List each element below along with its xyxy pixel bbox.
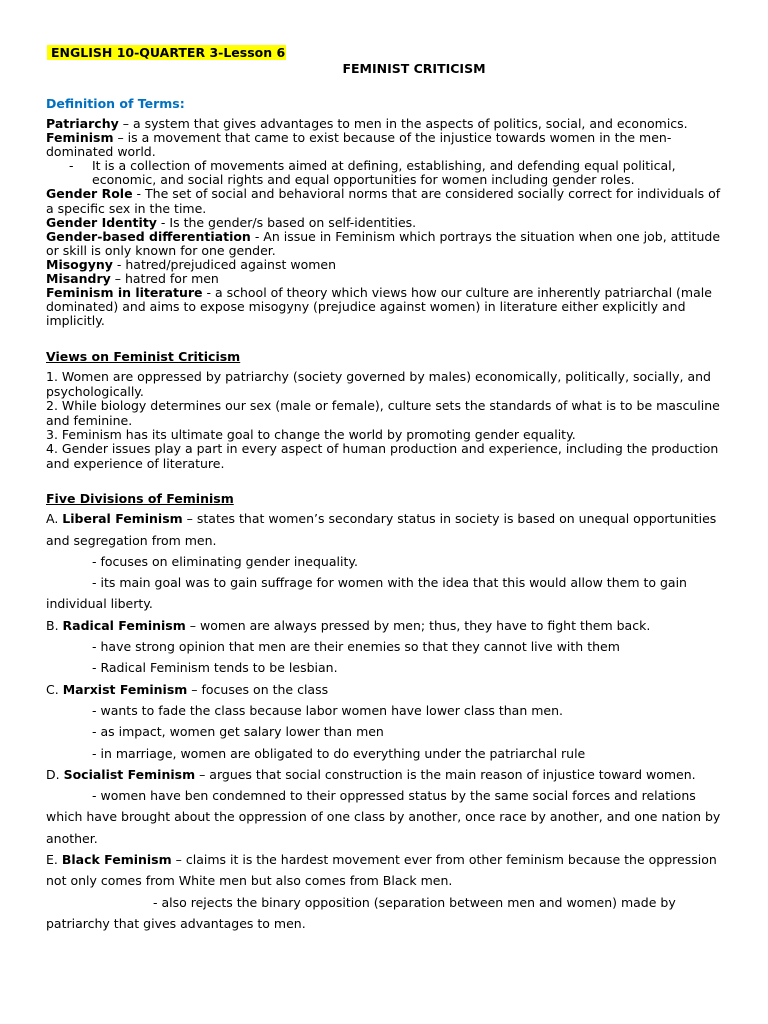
division-marxist [46,679,726,700]
term-label: Feminism [46,130,114,146]
term-misandry [46,272,726,286]
term-text: – hatred for men [110,271,219,287]
document-title: FEMINIST CRITICISM [342,61,486,76]
division-letter: E. [46,852,62,867]
division-letter: B. [46,617,63,633]
view-item: 3. Feminism has its ultimate goal to change the world by promoting gender equality. [46,427,576,443]
division-point: - its main goal was to gain suffrage for women with the idea that this would allow them to gain individual liberty. [46,575,687,612]
division-term: Black Feminism [61,852,172,867]
division-letter: D. [46,766,64,782]
division-text: – argues that social construction is the main reason of injustice toward women. [195,766,696,782]
division-letter: A. [46,511,63,527]
term-label: Gender-based differentiation [46,228,251,244]
division-text: – states that women’s secondary status in society is based on unequal opportunities and segregation from men. [46,511,717,548]
term-text: - An issue in Feminism which portrays the situation when one job, attitude or skill is only known for one gender. [46,228,721,258]
division-term: Socialist Feminism [63,766,196,782]
division-point: - in marriage, women are obligated to do everything under the patriarchal rule [92,745,586,761]
document-page [46,42,726,934]
division-point: - women have ben condemned to their oppressed status by the same social forces and relations which have brought about the oppression of one class by another, once race by another, and one nation by another. [46,788,721,846]
term-label: Misogyny [46,256,113,272]
division-point: - Radical Feminism tends to be lesbian. [92,660,338,676]
division-point: - also rejects the binary opposition (separation between men and women) made by patriarchy that gives advantages to men. [46,894,676,931]
term-label: Feminism in literature [46,285,203,301]
term-gender-identity [46,216,726,230]
division-text: – claims it is the hardest movement ever from other feminism because the oppression not only comes from White men but also comes from Black men. [46,852,717,889]
term-feminism-sub: - It is a collection of movements aimed at defining, establishing, and defending equal political, economic, and social rights and equal opportunities for women including gender roles. [69,158,676,188]
term-text: - a school of theory which views how our culture are inherently patriarchal (male dominated) and aims to expose misogyny (prejudice against women) in literature either explicitly and implicitly. [46,285,712,329]
term-label: Misandry [46,271,111,287]
views-list [46,370,726,471]
term-label: Gender Identity [46,214,157,230]
view-item: 2. While biology determines our sex (male or female), culture sets the standards of what is to be masculine and feminine. [46,398,720,428]
term-gender-differentiation [46,230,726,258]
definitions-list [46,117,726,328]
division-liberal [46,508,726,551]
division-text: – focuses on the class [187,681,329,697]
division-letter: C. [46,681,63,697]
term-gender-role [46,187,726,215]
term-text: - Is the gender/s based on self-identities. [156,214,417,230]
view-item: 1. Women are oppressed by patriarchy (society governed by males) economically, politically, socially, and psychologically. [46,369,711,399]
term-feminism-literature [46,286,726,328]
division-text: – women are always pressed by men; thus, they have to fight them back. [185,617,651,633]
division-term: Liberal Feminism [62,511,183,527]
term-label: Patriarchy [46,116,119,131]
term-label: Gender Role [46,186,133,202]
views-heading: Views on Feminist Criticism [46,349,241,365]
term-text: – a system that gives advantages to men in the aspects of politics, social, and economics. [118,116,688,131]
term-subtext: It is a collection of movements aimed at defining, establishing, and defending equal political, economic, and social rights and equal opportunities for women including gender roles. [92,158,676,188]
division-point: - have strong opinion that men are their enemies so that they cannot live with them [92,639,620,655]
division-point: - focuses on eliminating gender inequality. [92,553,358,569]
term-text: – is a movement that came to exist because of the injustice towards women in the men-dominated world. [46,130,672,160]
division-term: Marxist Feminism [62,681,188,697]
term-patriarchy [46,117,726,131]
division-radical [46,615,726,636]
view-item: 4. Gender issues play a part in every aspect of human production and experience, including the production and experience of literature. [46,441,719,471]
lesson-tag: ENGLISH 10-QUARTER 3-Lesson 6 [47,45,286,60]
division-socialist [46,764,726,785]
term-misogyny [46,258,726,272]
definitions-heading: Definition of Terms: [46,96,185,111]
term-text: - hatred/prejudiced against women [112,256,337,272]
term-text: - The set of social and behavioral norms that are considered socially correct for individuals of a specific sex in the time. [46,186,721,216]
division-point: - as impact, women get salary lower than men [92,724,384,740]
division-point: - wants to fade the class because labor women have lower class than men. [92,702,564,718]
divisions-heading: Five Divisions of Feminism [46,491,234,507]
term-feminism [46,131,726,159]
divisions-list [46,508,726,934]
division-black [46,849,726,892]
division-term: Radical Feminism [62,617,186,633]
